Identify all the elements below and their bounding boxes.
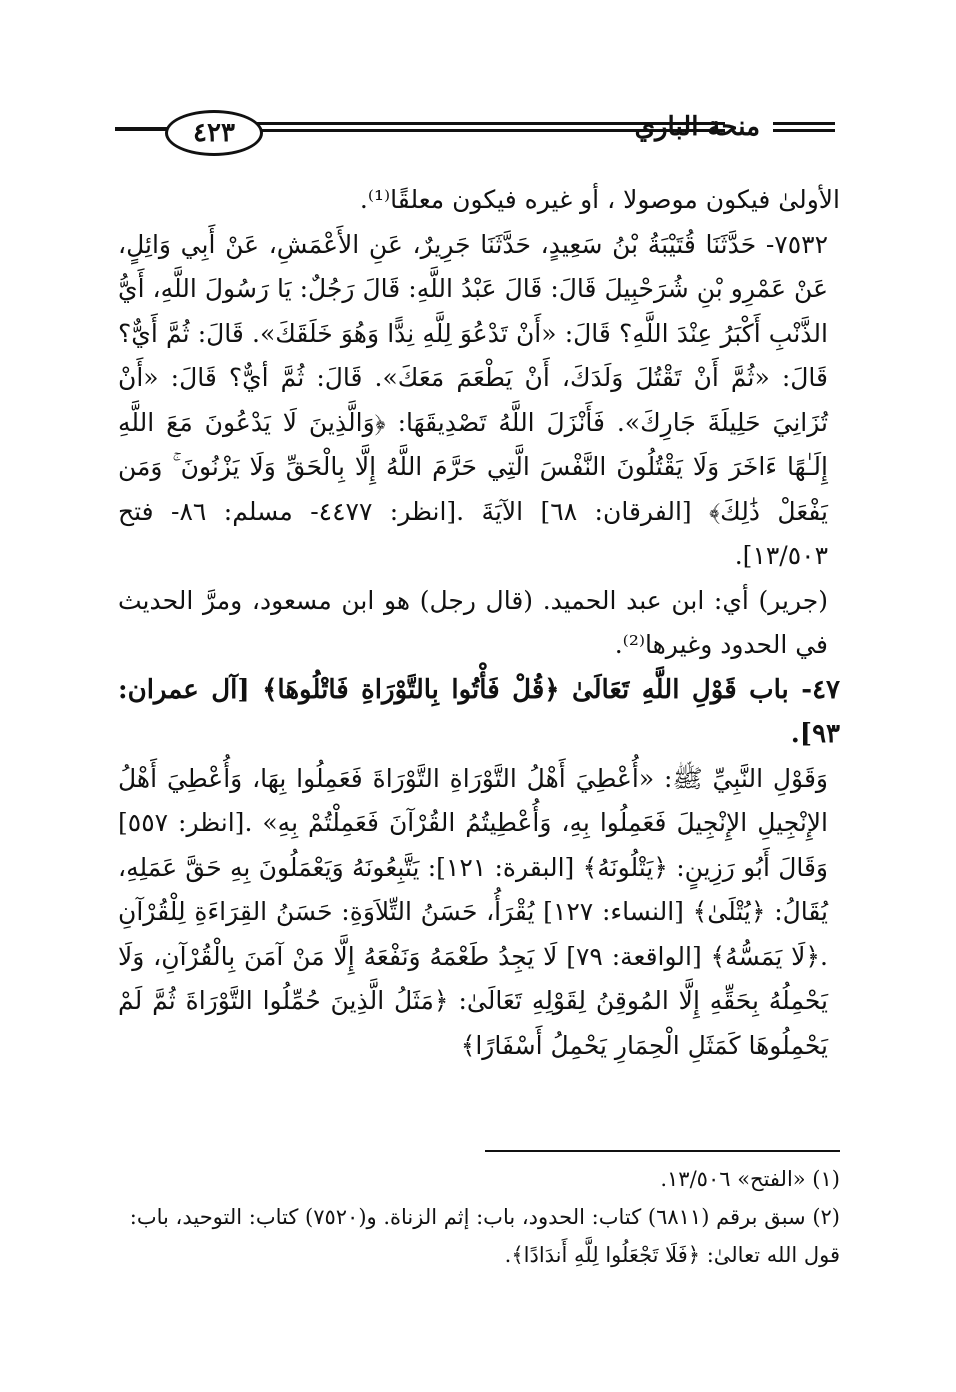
footnotes <box>118 1150 840 1274</box>
main-text <box>118 178 840 1068</box>
hadith-text: ٧٥٣٢- حَدَّثَنَا قُتَيْبَةُ بْنُ سَعِيدٍ، حَدَّثَنَا جَرِيرٌ، عَنِ الأَعْمَشِ، عَنْ أَبِي وَائِلٍ، عَنْ عَمْرِو بْنِ شُرَحْبِيلَ قَالَ: قَالَ عَبْدُ اللَّهِ: قَالَ رَجُلٌ: يَا رَسُولَ اللَّهِ، أَيُّ الذَّنْبِ أَكْبَرُ عِنْدَ اللَّهِ؟ قَالَ: «أَنْ تَدْعُوَ لِلَّهِ نِدًّا وَهُوَ خَلَقَكَ». قَالَ: ثُمَّ أَيٌّ؟ قَالَ: «ثُمَّ أَنْ تَقْتُلَ وَلَدَكَ، أَنْ يَطْعَمَ مَعَكَ». قَالَ: ثُمَّ أيٌّ؟ قَالَ: «أَنْ تُزَانِيَ حَلِيلَةَ جَارِكَ». فَأَنْزَلَ اللَّهُ تَصْدِيقَهَا: ﴿وَالَّذِينَ لَا يَدْعُونَ مَعَ اللَّهِ إِلَـٰهًا ءَاخَرَ وَلَا يَقْتُلُونَ النَّفْسَ الَّتِي حَرَّمَ اللَّهُ إِلَّا بِالْحَقِّ وَلَا يَزْنُونَ ۚ وَمَن يَفْعَلْ ذَٰلِكَ﴾ [الفرقان: ٦٨] الآيَةَ .[انظر: ٤٤٧٧- مسلم: ٨٦- فتح ١٣/٥٠٣]. <box>118 229 828 570</box>
chapter-text: وَقَوْلِ النَّبِيِّ ﷺ: «أُعْطِيَ أَهْلُ التَّوْرَاةِ التَّوْرَاةَ فَعَمِلُوا بِهَا، وَأُعْطِيَ أَهْلُ الإِنْجِيلِ الإِنْجِيلَ فَعَمِلُوا بِهِ، وَأُعْطِيتُمُ القُرْآنَ فَعَمِلْتُمْ بِهِ» .[انظر: ٥٥٧] وَقَالَ أَبُو رَزِينٍ: ﴿يَتْلُونَهُ﴾ [البقرة: ١٢١]: يَتَّبِعُونَهُ وَيَعْمَلُونَ بِهِ حَقَّ عَمَلِهِ، يُقَالُ: ﴿يُتْلَىٰ﴾ [النساء: ١٢٧] يُقْرَأُ، حَسَنُ التِّلاَوَةِ: حَسَنُ القِرَاءَةِ لِلْقُرْآنِ .﴿لَا يَمَسُّهُ﴾ [الواقعة: ٧٩] لَا يَجِدُ طَعْمَهُ وَنَفْعَهُ إِلَّا مَنْ آمَنَ بِالْقُرْآنِ، وَلَا يَحْمِلُهُ بِحَقِّهِ إِلَّا المُوقِنُ لِقَوْلِهِ تَعَالَىٰ: ﴿مَثَلُ الَّذِينَ حُمِّلُوا التَّوْرَاةَ ثُمَّ لَمْ يَحْمِلُوهَا كَمَثَلِ الْحِمَارِ يَحْمِلُ أَسْفَارًا﴾ <box>118 763 828 1060</box>
header-ornament-line <box>115 127 170 131</box>
commentary-paragraph: (جرير) أي: ابن عبد الحميد. (قال رجل) هو ابن مسعود، ومرَّ الحديث في الحدود وغيرها⁽²⁾. <box>118 585 828 659</box>
page-header <box>115 108 835 154</box>
chapter-heading: ٤٧- باب قَوْلِ اللَّهِ تَعَالَىٰ ﴿قُلْ فَأْتُوا بِالتَّوْرَاةِ فَاتْلُوهَا﴾ [آل عمران: ٩٣]. <box>118 674 840 749</box>
footnote-1: (١) «الفتح» ١٣/٥٠٦. <box>660 1167 840 1191</box>
running-title: منحة الباري <box>634 112 760 142</box>
header-dash-ornament <box>773 122 835 136</box>
page-number: ٤٢٣ <box>165 110 263 156</box>
footnote-2: (٢) سبق برقم (٦٨١١) كتاب: الحدود، باب: إثم الزناة. و(٧٥٢٠) كتاب: التوحيد، باب: قول الله تعالىٰ: ﴿فَلَا تَجْعَلُوا لِلَّهِ أَندَادًا﴾. <box>129 1205 840 1267</box>
footnote-separator <box>485 1150 840 1152</box>
continuation-paragraph: الأولىٰ فيكون موصولا ، أو غيره فيكون معلقًا⁽¹⁾. <box>359 185 840 214</box>
